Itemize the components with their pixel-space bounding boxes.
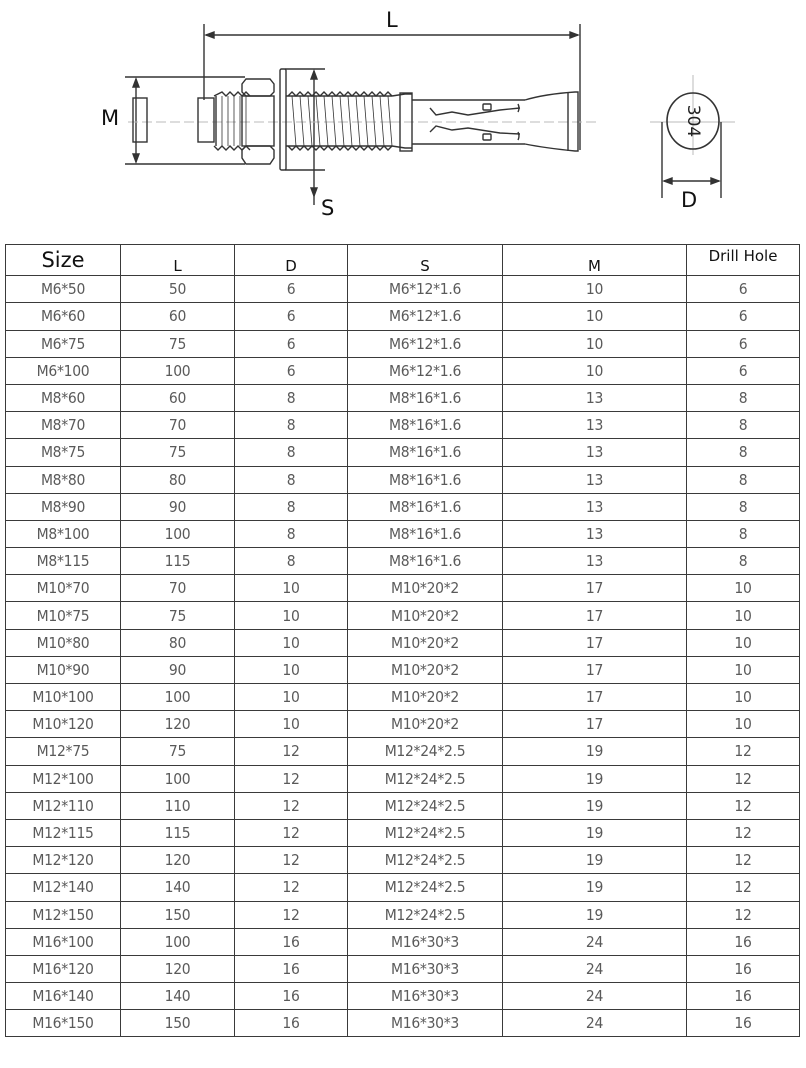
cell-length: 80 [121,466,235,493]
cell-diameter: 8 [235,439,348,466]
cell-diameter: 10 [235,656,348,683]
table-row [6,928,800,955]
cell-size: M8*75 [6,439,121,466]
cell-diameter: 16 [235,1010,348,1037]
column-header-nut-width: M [503,245,687,276]
cell-length: 100 [121,928,235,955]
cell-size: M6*60 [6,303,121,330]
cell-diameter: 10 [235,684,348,711]
cell-washer: M8*16*1.6 [348,439,503,466]
table-row [6,439,800,466]
cell-nut-width: 10 [503,276,687,303]
cell-drill-hole: 10 [687,602,800,629]
washer-label: S [321,196,335,220]
cell-washer: M6*12*1.6 [348,303,503,330]
cell-washer: M16*30*3 [348,928,503,955]
cell-washer: M10*20*2 [348,684,503,711]
cell-length: 100 [121,765,235,792]
table-row [6,1010,800,1037]
cell-drill-hole: 10 [687,711,800,738]
table-row [6,955,800,982]
cell-diameter: 16 [235,955,348,982]
cell-length: 115 [121,548,235,575]
cell-washer: M12*24*2.5 [348,847,503,874]
cell-washer: M8*16*1.6 [348,548,503,575]
cell-size: M12*140 [6,874,121,901]
cell-diameter: 12 [235,874,348,901]
table-row [6,493,800,520]
cell-size: M8*100 [6,520,121,547]
cell-diameter: 6 [235,303,348,330]
table-row [6,792,800,819]
cell-drill-hole: 8 [687,466,800,493]
cell-nut-width: 13 [503,520,687,547]
cell-drill-hole: 10 [687,629,800,656]
cell-drill-hole: 6 [687,330,800,357]
cell-nut-width: 17 [503,629,687,656]
cell-length: 70 [121,412,235,439]
cell-size: M16*140 [6,983,121,1010]
cell-diameter: 6 [235,330,348,357]
column-header-length: L [121,245,235,276]
cell-size: M6*100 [6,357,121,384]
cell-size: M8*60 [6,384,121,411]
cell-drill-hole: 8 [687,384,800,411]
cell-length: 120 [121,711,235,738]
cell-size: M10*70 [6,575,121,602]
cell-length: 110 [121,792,235,819]
cell-drill-hole: 16 [687,1010,800,1037]
cell-drill-hole: 6 [687,276,800,303]
table-row [6,765,800,792]
cell-size: M8*80 [6,466,121,493]
table-row [6,629,800,656]
cell-washer: M10*20*2 [348,602,503,629]
cell-size: M16*120 [6,955,121,982]
column-header-size: Size [6,245,121,276]
table-row [6,276,800,303]
cell-diameter: 12 [235,792,348,819]
cell-nut-width: 10 [503,357,687,384]
table-row [6,330,800,357]
cell-drill-hole: 6 [687,357,800,384]
cell-washer: M8*16*1.6 [348,493,503,520]
cell-washer: M6*12*1.6 [348,357,503,384]
cell-drill-hole: 12 [687,738,800,765]
cell-size: M6*50 [6,276,121,303]
cell-drill-hole: 12 [687,792,800,819]
cell-drill-hole: 16 [687,983,800,1010]
cell-size: M12*120 [6,847,121,874]
cell-nut-width: 13 [503,548,687,575]
cell-diameter: 8 [235,466,348,493]
column-header-drill-hole: Drill Hole [687,245,800,276]
cell-size: M8*70 [6,412,121,439]
cell-length: 75 [121,330,235,357]
cell-washer: M16*30*3 [348,983,503,1010]
cell-nut-width: 19 [503,847,687,874]
cell-washer: M12*24*2.5 [348,765,503,792]
cell-length: 60 [121,303,235,330]
cell-length: 140 [121,874,235,901]
table-row [6,684,800,711]
cell-diameter: 10 [235,602,348,629]
cell-washer: M6*12*1.6 [348,330,503,357]
cell-nut-width: 17 [503,656,687,683]
cell-washer: M16*30*3 [348,1010,503,1037]
cell-size: M10*75 [6,602,121,629]
cell-size: M10*120 [6,711,121,738]
cell-drill-hole: 12 [687,874,800,901]
cell-nut-width: 10 [503,330,687,357]
table-row [6,548,800,575]
anchor-bolt-drawing [0,0,806,240]
cell-nut-width: 19 [503,738,687,765]
cell-nut-width: 24 [503,928,687,955]
cell-diameter: 8 [235,384,348,411]
cell-washer: M10*20*2 [348,629,503,656]
cell-drill-hole: 8 [687,548,800,575]
column-header-diameter: D [235,245,348,276]
cell-nut-width: 13 [503,384,687,411]
cell-drill-hole: 10 [687,656,800,683]
cell-nut-width: 17 [503,711,687,738]
cell-washer: M16*30*3 [348,955,503,982]
table-body [6,276,800,1037]
cell-nut-width: 13 [503,439,687,466]
cell-nut-width: 24 [503,983,687,1010]
cell-nut-width: 17 [503,575,687,602]
cell-nut-width: 24 [503,1010,687,1037]
table-row [6,575,800,602]
cell-washer: M10*20*2 [348,711,503,738]
cell-size: M12*100 [6,765,121,792]
cell-diameter: 6 [235,276,348,303]
cell-nut-width: 13 [503,493,687,520]
cell-size: M8*115 [6,548,121,575]
cell-diameter: 8 [235,548,348,575]
cell-drill-hole: 8 [687,412,800,439]
cell-length: 100 [121,520,235,547]
cell-drill-hole: 8 [687,493,800,520]
cell-length: 150 [121,901,235,928]
cell-size: M12*115 [6,819,121,846]
cell-nut-width: 17 [503,684,687,711]
table-row [6,384,800,411]
cell-length: 90 [121,493,235,520]
nut-width-label: M [101,106,120,130]
cell-washer: M12*24*2.5 [348,901,503,928]
cell-size: M16*150 [6,1010,121,1037]
cell-size: M12*110 [6,792,121,819]
cell-length: 150 [121,1010,235,1037]
cell-length: 50 [121,276,235,303]
cell-size: M6*75 [6,330,121,357]
cell-drill-hole: 10 [687,575,800,602]
cell-diameter: 12 [235,819,348,846]
cell-length: 100 [121,357,235,384]
cell-length: 75 [121,738,235,765]
cell-length: 70 [121,575,235,602]
table-row [6,303,800,330]
table-row [6,711,800,738]
table-row [6,901,800,928]
cell-diameter: 8 [235,520,348,547]
cell-nut-width: 19 [503,765,687,792]
cell-washer: M12*24*2.5 [348,819,503,846]
cell-diameter: 12 [235,765,348,792]
cell-drill-hole: 16 [687,955,800,982]
cell-length: 120 [121,847,235,874]
cell-washer: M10*20*2 [348,656,503,683]
cell-size: M12*75 [6,738,121,765]
cell-nut-width: 17 [503,602,687,629]
cell-washer: M12*24*2.5 [348,738,503,765]
table-row [6,602,800,629]
cell-nut-width: 19 [503,874,687,901]
cell-size: M8*90 [6,493,121,520]
table-row [6,357,800,384]
diameter-label: D [681,188,698,212]
cell-washer: M6*12*1.6 [348,276,503,303]
cell-length: 80 [121,629,235,656]
table-header-row [6,245,800,276]
cell-drill-hole: 16 [687,928,800,955]
cell-diameter: 8 [235,493,348,520]
material-mark-text: 304 [683,104,703,138]
cell-diameter: 10 [235,629,348,656]
cell-length: 120 [121,955,235,982]
cell-drill-hole: 10 [687,684,800,711]
cell-nut-width: 19 [503,901,687,928]
cell-drill-hole: 6 [687,303,800,330]
cell-size: M12*150 [6,901,121,928]
cell-length: 60 [121,384,235,411]
cell-length: 75 [121,439,235,466]
cell-drill-hole: 12 [687,901,800,928]
cell-length: 115 [121,819,235,846]
cell-size: M10*80 [6,629,121,656]
cell-diameter: 12 [235,847,348,874]
cell-diameter: 12 [235,738,348,765]
cell-drill-hole: 8 [687,520,800,547]
table-row [6,738,800,765]
cell-length: 75 [121,602,235,629]
cell-washer: M8*16*1.6 [348,466,503,493]
table-row [6,874,800,901]
table-row [6,466,800,493]
cell-nut-width: 13 [503,412,687,439]
cell-diameter: 10 [235,711,348,738]
cell-nut-width: 10 [503,303,687,330]
cell-washer: M12*24*2.5 [348,874,503,901]
cell-nut-width: 13 [503,466,687,493]
table-row [6,847,800,874]
cell-diameter: 6 [235,357,348,384]
cell-size: M10*100 [6,684,121,711]
cell-washer: M10*20*2 [348,575,503,602]
length-label: L [386,8,398,32]
cell-washer: M12*24*2.5 [348,792,503,819]
cell-diameter: 10 [235,575,348,602]
cell-washer: M8*16*1.6 [348,520,503,547]
cell-drill-hole: 12 [687,847,800,874]
column-header-washer: S [348,245,503,276]
cell-nut-width: 24 [503,955,687,982]
cell-length: 100 [121,684,235,711]
cell-washer: M8*16*1.6 [348,384,503,411]
cell-nut-width: 19 [503,819,687,846]
cell-drill-hole: 12 [687,819,800,846]
size-specification-table [5,244,800,1037]
table-row [6,520,800,547]
table-row [6,983,800,1010]
cell-size: M16*100 [6,928,121,955]
table-row [6,412,800,439]
cell-size: M10*90 [6,656,121,683]
cell-nut-width: 19 [503,792,687,819]
table-row [6,819,800,846]
cell-length: 90 [121,656,235,683]
cell-diameter: 8 [235,412,348,439]
cell-drill-hole: 8 [687,439,800,466]
cell-washer: M8*16*1.6 [348,412,503,439]
cell-diameter: 16 [235,983,348,1010]
cell-diameter: 12 [235,901,348,928]
table-row [6,656,800,683]
cell-length: 140 [121,983,235,1010]
cell-diameter: 16 [235,928,348,955]
cell-drill-hole: 12 [687,765,800,792]
